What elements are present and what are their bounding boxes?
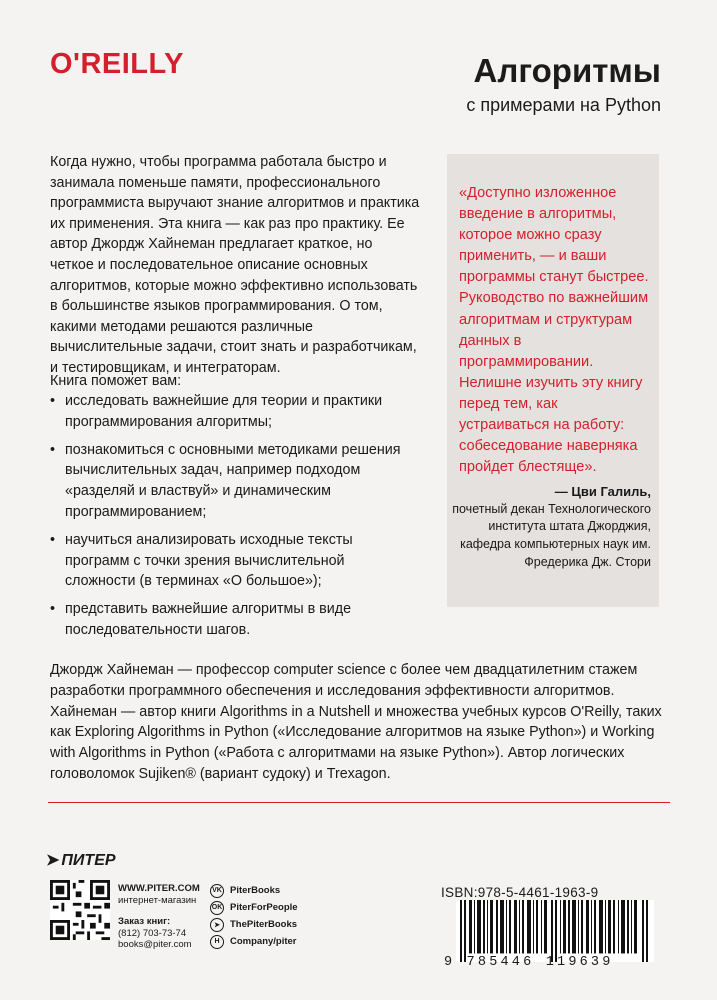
barcode-digits: 9 785446 119639 xyxy=(444,955,614,970)
odnoklassniki-icon: OK xyxy=(210,901,224,915)
social-link-ok[interactable] xyxy=(210,900,298,915)
social-label: PiterBooks xyxy=(230,885,281,896)
helps-list xyxy=(50,391,410,648)
social-link-telegram[interactable] xyxy=(210,917,298,932)
vk-icon: VK xyxy=(210,884,224,898)
qr-code-icon[interactable] xyxy=(50,880,110,940)
habr-icon: H xyxy=(210,935,224,949)
social-links xyxy=(210,883,298,951)
publisher-phone: (812) 703-73-74 xyxy=(118,927,187,939)
divider xyxy=(48,802,670,803)
quote-attribution xyxy=(451,483,651,572)
piter-arrow-icon: ➤ xyxy=(46,852,60,869)
social-label: Company/piter xyxy=(230,936,297,947)
list-item: • научиться анализировать исходные тексты программ с точки зрения вычислительной сложности (в терминах «O большое»); xyxy=(50,530,410,592)
piter-logo xyxy=(46,850,116,870)
intro-paragraph: Когда нужно, чтобы программа работала быстро и занимала поменьше памяти, профессионального программиста выручают знание алгоритмов и практика их применения. Эта книга — как раз про практику. Ее автор Джордж Хайнеман предлагает краткое, но четкое и последовательное описание основных алгоритмов, которые можно эффективно использовать в большинстве языков программирования. О том, какими методами решаются различные вычислительные задачи, стоит знать и разработчикам, и тестировщикам, и интеграторам. xyxy=(50,154,420,376)
social-label: PiterForPeople xyxy=(230,902,298,913)
isbn-label: ISBN:978-5-4461-1963-9 xyxy=(441,885,599,900)
book-title: Алгоритмы xyxy=(473,52,661,89)
author-bio: Джордж Хайнеман — профессор computer science с более чем двадцатилетним стажем разработки программного обеспечения и исследования эффективности алгоритмов. Хайнеман — автор книги Algorithms in a Nutshell и множества учебных курсов O'Reilly, таких как Exploring Algorithms in Python («Исследование алгоритмов на языке Python») и Working with Algorithms in Python («Работа с алгоритмами на языке Python»). Автор логических головоломок Sujiken® (вариант судоку) и Trexagon. xyxy=(50,662,662,782)
telegram-icon: ➤ xyxy=(210,918,224,932)
list-item: • познакомиться с основными методиками решения вычислительных задач, например подходом «разделяй и властвуй» и динамическим программированием; xyxy=(50,440,410,523)
helps-heading: Книга поможет вам: xyxy=(50,373,182,389)
social-label: ThePiterBooks xyxy=(230,919,298,930)
publisher-site-note: интернет-магазин xyxy=(118,894,197,906)
list-item: • исследовать важнейшие для теории и практики программирования алгоритмы; xyxy=(50,391,410,433)
book-subtitle: с примерами на Python xyxy=(466,95,661,115)
quote-author: — Цви Галиль, xyxy=(554,484,651,499)
oreilly-logo: O'REILLY xyxy=(50,48,184,80)
publisher-email[interactable]: books@piter.com xyxy=(118,939,192,950)
barcode-icon xyxy=(456,900,654,962)
publisher-contacts xyxy=(118,883,200,951)
quote-author-role: почетный декан Технологического института штата Джорджия, кафедра компьютерных наук им. Фредерика Дж. Стори xyxy=(452,501,651,569)
piter-name: ПИТЕР xyxy=(61,852,116,869)
review-quote: «Доступно изложенное введение в алгоритмы, которое можно сразу применить, — и ваши программы станут быстрее. Руководство по важнейшим алгоритмам и структурам данных в программировании. Нелишне изучить эту книгу перед тем, как устраиваться на работу: собеседование наверняка пройдет блестяще». xyxy=(459,185,649,476)
list-item: • представить важнейшие алгоритмы в виде последовательности шагов. xyxy=(50,599,410,641)
publisher-site[interactable]: WWW.PITER.COM xyxy=(118,883,200,894)
order-label: Заказ книг: xyxy=(118,916,171,927)
social-link-habr[interactable] xyxy=(210,934,298,949)
social-link-vk[interactable] xyxy=(210,883,298,898)
